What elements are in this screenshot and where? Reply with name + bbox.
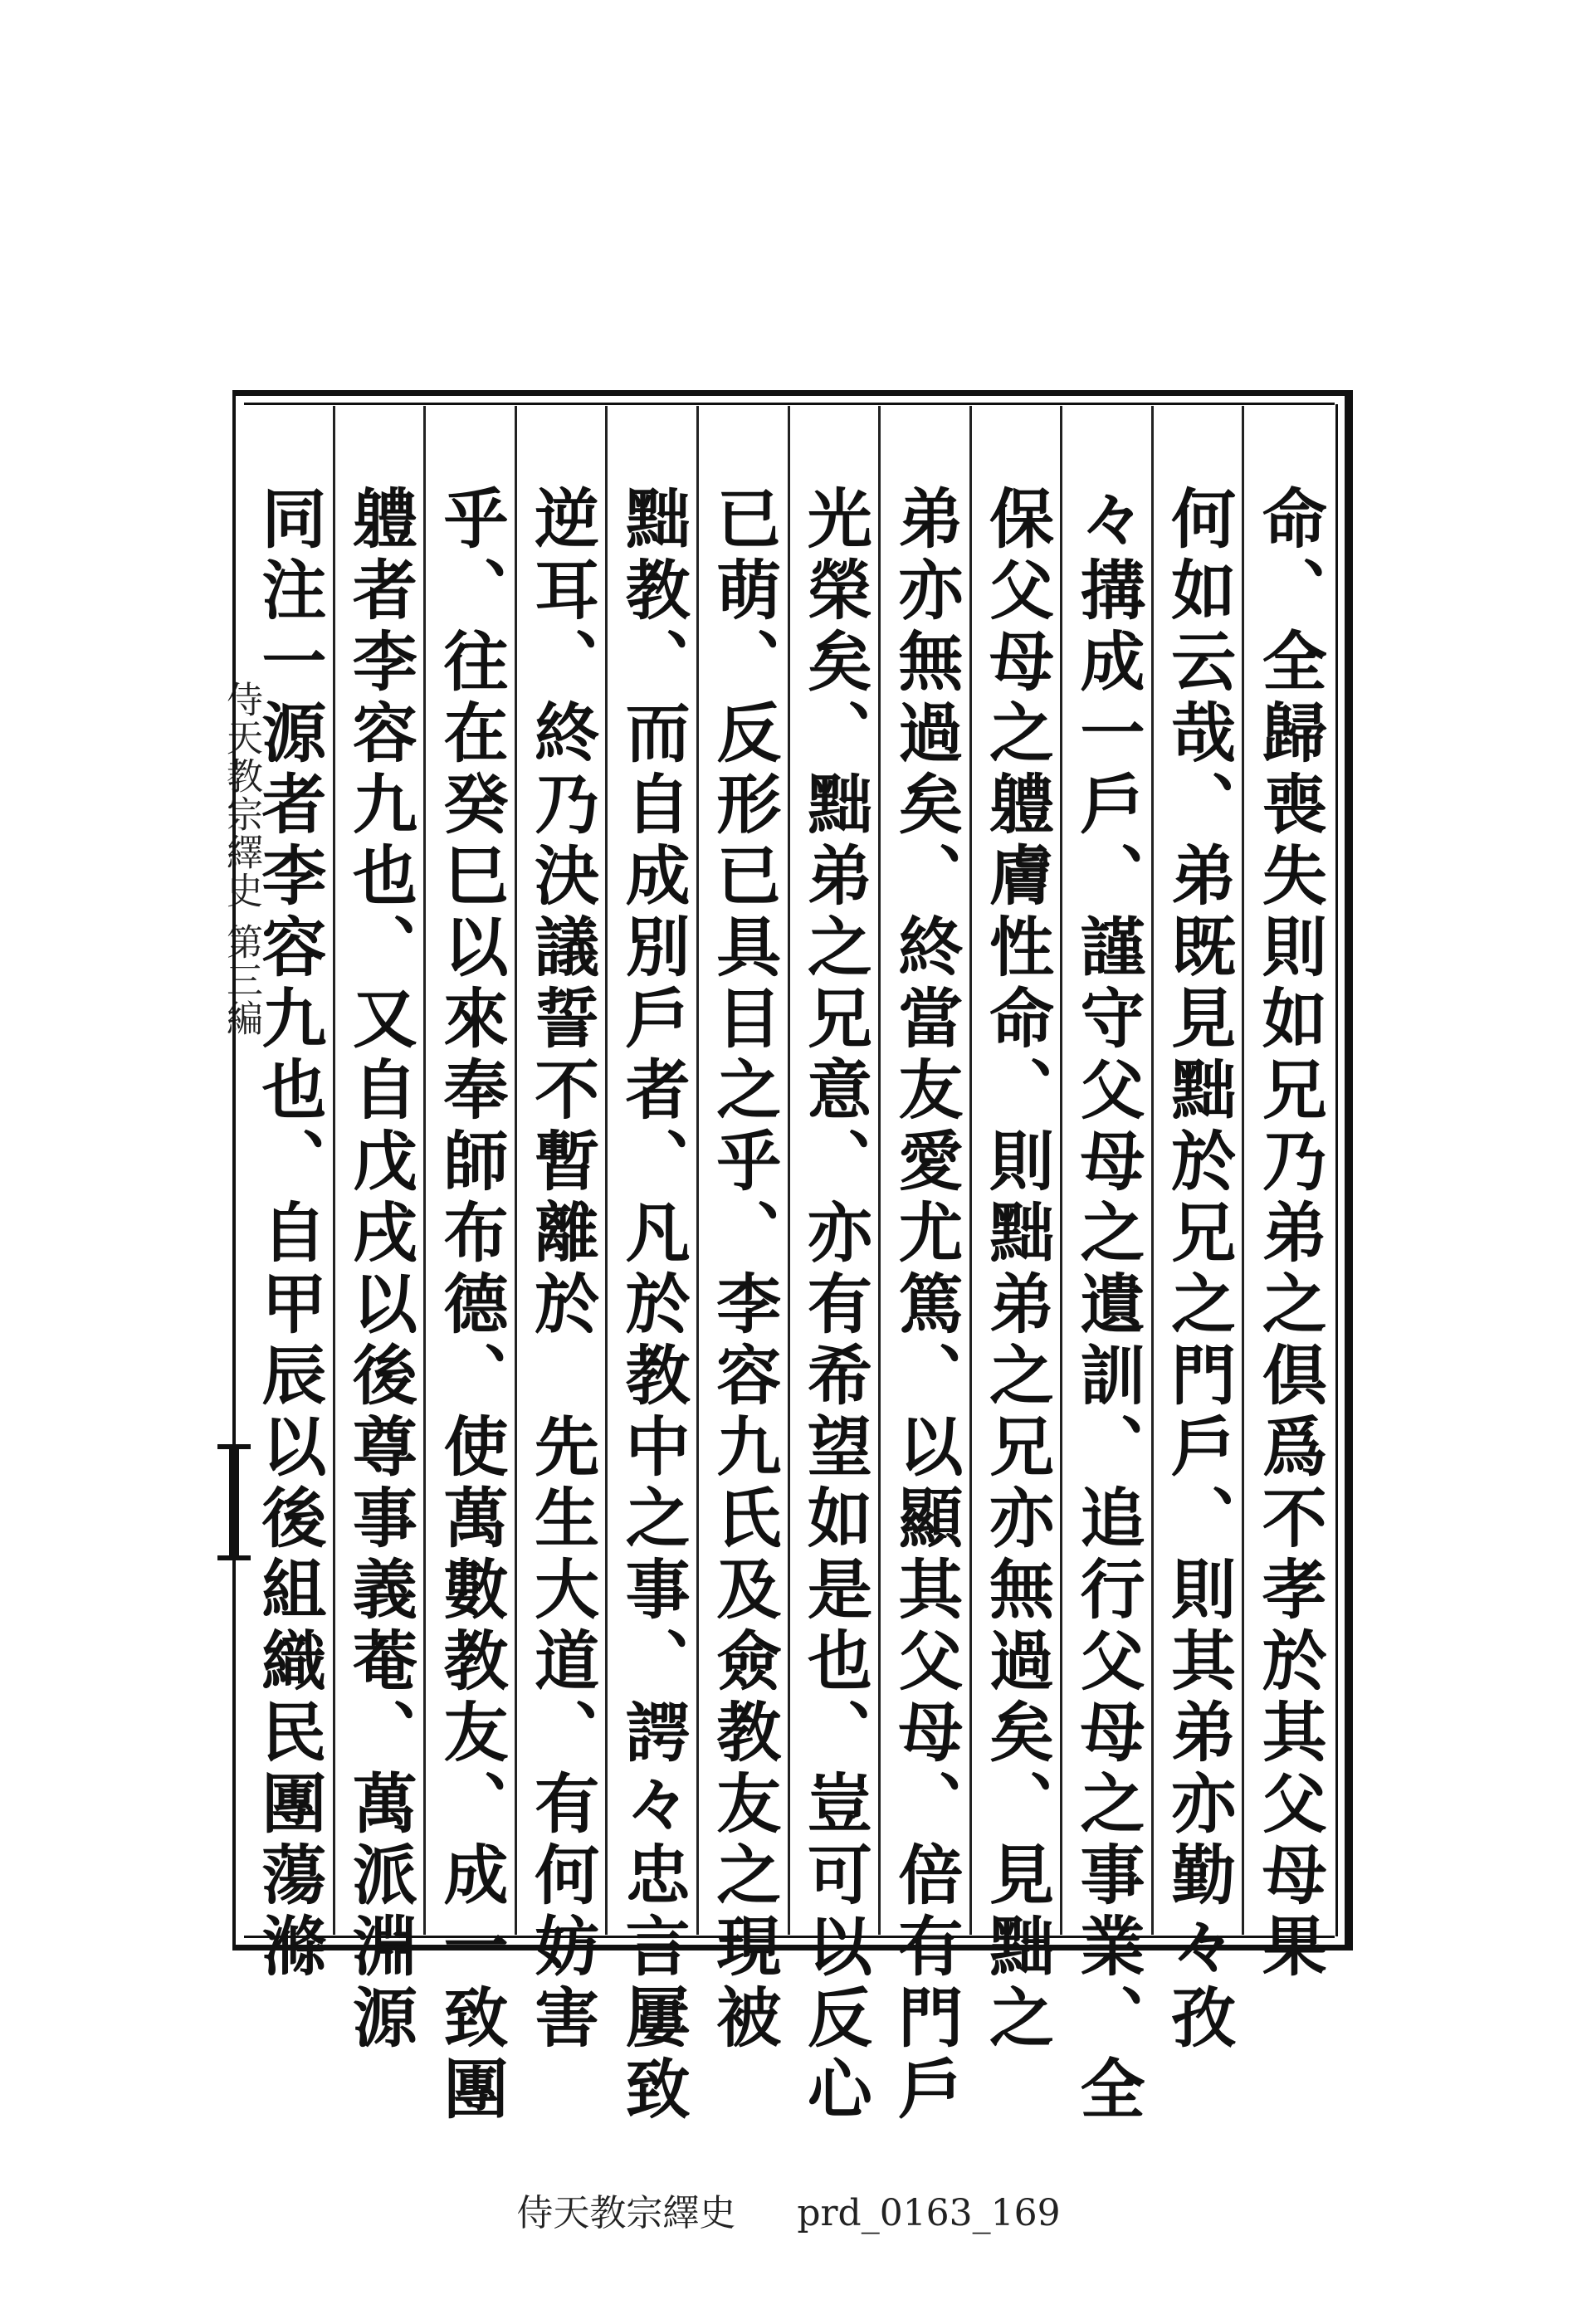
text-column: [423, 406, 515, 2126]
text-column: [1242, 406, 1333, 1984]
footer-title: 侍天教宗繹史: [516, 2192, 736, 2234]
column-text: 黜教、而自成別戶者、凡於教中之事、諤々忠言屢致: [614, 485, 691, 2126]
text-column: [244, 406, 333, 1984]
frame-inner-top-rule: [244, 403, 1335, 405]
column-text: 已萌、反形已具目之乎、李容九氏及僉教友之現被: [706, 485, 782, 2055]
text-column: [1151, 406, 1243, 2055]
spine-label: 侍天教宗繹史 第三編: [220, 681, 262, 1038]
text-column: [605, 406, 696, 2126]
column-text: 光榮矣、黜弟之兄意、亦有希望如是也、豈可以反心: [796, 485, 872, 2126]
column-text: 弟亦無過矣、終當友愛尤篤、以顯其父母、倍有門戶: [887, 485, 964, 2126]
column-text: 命、全歸喪失則如兄乃弟之倶爲不孝於其父母果: [1251, 485, 1327, 1984]
text-column: [515, 406, 606, 2055]
column-text: 逆耳、終乃決議誓不暫離於 先生大道、有何妨害: [524, 485, 600, 2055]
footer-id: prd_0163_169: [797, 2192, 1061, 2234]
column-text: 何如云哉、弟既見黜於兄之門戶、則其弟亦勤々孜: [1160, 485, 1237, 2055]
text-column: [969, 406, 1061, 2055]
frame-inner-right-rule: [1335, 404, 1338, 1936]
column-text: 同注一源者李容九也、自甲辰以後組織民團蕩滌: [251, 485, 327, 1984]
text-frame: [232, 390, 1353, 2126]
column-text: 乎、往在癸巳以來奉師布德、使萬數教友、成一致團: [432, 485, 509, 2126]
text-column: [788, 406, 879, 2126]
text-column: [878, 406, 969, 2126]
column-text: 軆者李容九也、又自戊戌以後尊事義菴、萬派淵源: [341, 485, 417, 2055]
page-footer: [0, 2183, 1577, 2236]
text-column: [333, 406, 424, 2055]
text-column: [696, 406, 788, 2055]
text-column: [1060, 406, 1151, 2126]
column-text: 々搆成一戶、謹守父母之遺訓、追行父母之事業、全: [1069, 485, 1145, 2126]
text-columns: [244, 406, 1333, 2126]
column-text: 保父母之軆膚性命、則黜弟之兄亦無過矣、見黜之: [978, 485, 1054, 2055]
